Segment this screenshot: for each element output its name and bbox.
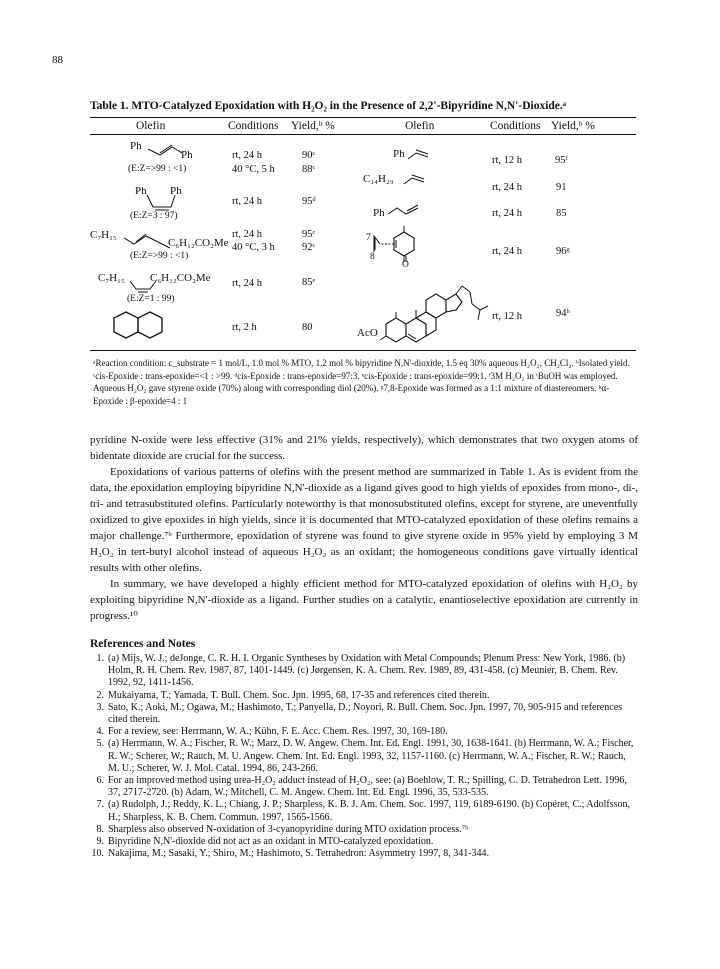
reference-item	[90, 702, 638, 726]
conditions-cell: rt, 12 h	[492, 155, 523, 166]
header-conditions-right: Conditions	[490, 120, 541, 132]
carbon-8-label: 8	[370, 252, 375, 262]
table-footnote: ᵃReaction condition: c_substrate = 1 mol/L, 1.0 mol % MTO, 1.2 mol % bipyridine N,N'-dioxide, 1.5 eq 30% aqueous H₂O₂, CH₂Cl₂. ᵇIsolated yield. ᶜcis-Epoxide : trans-epoxide=<1 : >99. ᵈcis-Epoxide : trans-epoxide=97:3. ᵉcis-Epoxide : trans-epoxide=99:1. ᶠ3M H₂O₂ in ᵗBuOH was employed. Aqueous H₂O₂ gave styrene oxide (70%) along with corresponding diol (20%). ᵍ7,8-Epoxide was formed as a 1:1 mixture of diastereomers. ʰα-Epoxide : β-epoxide=4 : 1	[93, 358, 630, 406]
reference-number: 3.	[96, 701, 104, 713]
reference-item	[90, 726, 638, 738]
reference-number: 6.	[96, 775, 104, 787]
reference-item	[90, 848, 638, 860]
c7h15-label: C₇H₁₅	[90, 229, 117, 241]
c7h15-label: C₇H₁₅	[98, 272, 125, 284]
table-bottom-rule	[90, 350, 636, 351]
conditions-cell: rt, 24 h	[232, 196, 263, 207]
yield-cell: 92ᶜ	[302, 242, 316, 253]
references-heading: References and Notes	[90, 638, 196, 650]
paragraph: Epoxidations of various patterns of olefins with the present method are summarized in Table 1. As is evident from the data, the epoxidation employing bipyridine N,N'-dioxide as a ligand gives good to high yields of epoxides from mono-, di-, tri- and tetrasubstituted olefins. Particularly noteworthy is that monosubstituted olefins, except for styrene, are uneventfully oxidized to give epoxides in high yields, since it is documented that MTO-catalyzed epoxidation of these olefins remains a major challenge.⁷ᵇ Furthermore, epoxidation of styrene was found to give styrene oxide in 95% yield by employing 3 M H₂O₂ in tert-butyl alcohol instead of aqueous H₂O₂ as an oxidant; the homogeneous conditions gave virtually identical results with other olefins.	[90, 466, 638, 574]
yield-cell: 95ᶜ	[302, 229, 316, 240]
yield-cell: 85ᵉ	[302, 277, 316, 288]
header-olefin-right: Olefin	[405, 120, 435, 132]
ratio-label: (E:Z=1 : 99)	[127, 294, 175, 304]
reference-text: Bipyridine N,N'-dioxide did not act as an oxidant in MTO-catalyzed epoxidation.	[108, 836, 434, 848]
ph-label: Ph	[170, 185, 182, 197]
reference-number: 7.	[96, 799, 104, 811]
conditions-cell: rt, 24 h	[492, 208, 523, 219]
reference-text: Sato, K.; Aoki, M.; Ogawa, M.; Hashimoto, T.; Panyella, D.; Noyori, R. Bull. Chem. Soc. Jpn. 1997, 70, 905-915 and references cited therein.	[108, 701, 623, 726]
steroid-structure	[372, 278, 482, 342]
reference-number: 9.	[96, 836, 104, 848]
header-yield-right: Yield,ᵇ %	[551, 120, 595, 132]
reference-text: Sharpless also observed N-oxidation of 3-cyanopyridine during MTO oxidation process.⁷ᵇ	[108, 823, 469, 835]
ratio-label: (E:Z=3 : 97)	[130, 211, 178, 221]
ratio-label: (E:Z=>99 : <1)	[128, 164, 187, 174]
reference-item	[90, 738, 638, 775]
reference-text: For an improved method using urea-H₂O₂ adduct instead of H₂O₂, see: (a) Boehlow, T. R.; Spilling, C. D. Tetrahedron Lett. 1996, 37, 2717-2720. (b) Adam, W.; Mitchell, C. M. Angew. Chem. Int. Ed. Engl. 1996, 35, 533-535.	[108, 775, 627, 799]
ph-label: Ph	[181, 149, 193, 161]
references-list	[90, 653, 638, 860]
reference-text: (a) Mijs, W. J.; deJonge, C. R. H. I. Organic Syntheses by Oxidation with Metal Compounds; Plenum Press: New York, 1986. (b) Holm, R. H. Chem. Rev. 1987, 87, 1401-1449. (c) Jørgensen, K. A. Chem. Rev. 1989, 89, 431-458. (c) Meunier, B. Chem. Rev. 1992, 92, 1411-1456.	[108, 653, 626, 689]
hexadecene-structure	[404, 174, 428, 188]
ratio-label: (E:Z=>99 : <1)	[130, 251, 189, 261]
carvone-structure	[370, 226, 426, 266]
reference-number: 2.	[96, 689, 104, 701]
conditions-cell: rt, 2 h	[232, 322, 257, 333]
octahydronaphthalene-structure	[112, 312, 168, 340]
reference-text: For a review, see: Herrmann, W. A.; Kühn, F. E. Acc. Chem. Res. 1997, 30, 169-180.	[108, 726, 448, 738]
reference-number: 5.	[96, 738, 104, 750]
yield-cell: 96ᵍ	[556, 246, 570, 257]
conditions-cell: rt, 24 h	[492, 246, 523, 257]
styrene-structure	[408, 149, 430, 163]
yield-cell: 95ᶠ	[555, 155, 568, 166]
yield-cell: 90ᶜ	[302, 150, 316, 161]
reference-item	[90, 836, 638, 848]
conditions-cell: 40 °C, 5 h	[232, 164, 275, 175]
reference-item	[90, 775, 638, 799]
table-caption: Table 1. MTO-Catalyzed Epoxidation with H₂O₂ in the Presence of 2,2'-Bipyridine N,N'-Dioxide.ᵃ	[90, 100, 567, 112]
yield-cell: 95ᵈ	[302, 196, 316, 207]
conditions-cell: rt, 24 h	[232, 150, 263, 161]
header-olefin-left: Olefin	[136, 120, 166, 132]
reference-text: Mukaiyama, T.; Yamada, T. Bull. Chem. Soc. Jpn. 1995, 68, 17-35 and references cited therein.	[108, 689, 490, 701]
conditions-cell: rt, 24 h	[232, 278, 263, 289]
ph-label: Ph	[130, 140, 142, 152]
conditions-cell: rt, 24 h	[232, 229, 263, 240]
ph-label: Ph	[135, 185, 147, 197]
conditions-cell: 40 °C, 3 h	[232, 242, 275, 253]
ester-group-label: C₆H₁₂CO₂Me	[168, 237, 229, 249]
z-alkene-structure	[130, 281, 160, 293]
conditions-cell: rt, 12 h	[492, 311, 523, 322]
reference-item	[90, 824, 638, 836]
page-number: 88	[52, 54, 63, 66]
yield-cell: 94ʰ	[556, 308, 570, 319]
header-yield-left: Yield,ᵇ %	[291, 120, 335, 132]
c14h29-label: C₁₄H₂₉	[363, 173, 394, 185]
reference-item	[90, 653, 638, 690]
yield-cell: 80	[302, 322, 313, 333]
reference-number: 4.	[96, 726, 104, 738]
reference-number: 1.	[96, 653, 104, 664]
yield-cell: 85	[556, 208, 567, 219]
conditions-cell: rt, 24 h	[492, 182, 523, 193]
ph-label: Ph	[393, 148, 405, 160]
reference-text: (a) Rudolph, J.; Reddy, K. L.; Chiang, J. P.; Sharpless, K. B. J. Am. Chem. Soc. 1997, 119, 6189-6190. (b) Copéret, C.; Adolfsson, H.; Sharpless, K. B. Chem. Commun. 1997, 1565-1566.	[108, 799, 631, 823]
trans-stilbene-structure	[148, 143, 208, 163]
ph-label: Ph	[373, 207, 385, 219]
aco-label: AcO	[357, 327, 378, 339]
reference-number: 10.	[91, 848, 104, 860]
table-header-rule	[90, 134, 636, 135]
reference-item	[90, 690, 638, 702]
carbonyl-o-label: O	[402, 260, 409, 270]
ester-group-label: C₆H₁₂CO₂Me	[150, 272, 211, 284]
reference-text: Nakajima, M.; Sasaki, Y.; Shiro, M.; Hashimoto, S. Tetrahedron: Asymmetry 1997, 8, 341-344.	[108, 848, 490, 860]
paragraph: pyridine N-oxide were less effective (31% and 21% yields, respectively), which demonstrates that two oxygen atoms of bidentate dioxide are crucial for the success.	[90, 434, 638, 462]
body-text	[90, 432, 638, 624]
allylbenzene-structure	[388, 204, 422, 218]
table-top-rule	[90, 117, 636, 118]
reference-text: (a) Herrmann, W. A.; Fischer, R. W.; Marz, D. W. Angew. Chem. Int. Ed. Engl. 1991, 30, 1638-1641. (b) Herrmann, W. A.; Fischer, R. W.; Scherer, W.; Rauch, M. U. Angew. Chem. Int. Ed. Engl. 1993, 32, 1157-1160. (c) Herrmann, W. A.; Fischer, R. W.; Rauch, M. U.; Scherer, W. J. Mol. Catal. 1994, 86, 243-266.	[108, 738, 634, 774]
paragraph: In summary, we have developed a highly efficient method for MTO-catalyzed epoxidation of olefins with H₂O₂ by exploiting bipyridine N,N'-dioxide as a ligand. Further studies on a catalytic, enantioselective epoxidation are currently in progress.¹⁰	[90, 578, 638, 622]
reference-item	[90, 799, 638, 823]
carbon-7-label: 7	[366, 233, 371, 243]
header-conditions-left: Conditions	[228, 120, 279, 132]
reference-number: 8.	[96, 823, 104, 835]
yield-cell: 88ᶜ	[302, 164, 316, 175]
yield-cell: 91	[556, 182, 567, 193]
